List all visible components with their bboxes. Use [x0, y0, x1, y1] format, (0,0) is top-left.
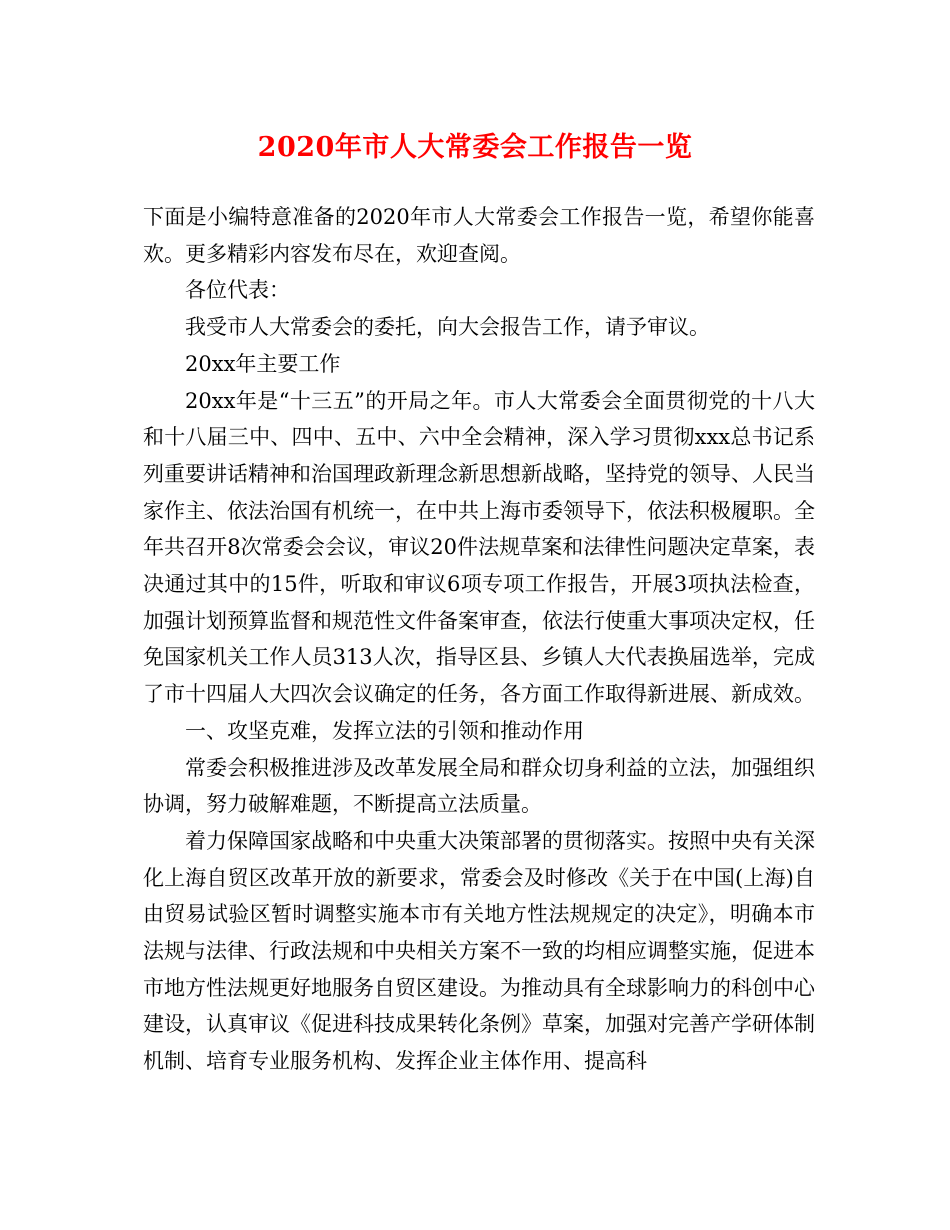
- section-heading: 20xx年主要工作: [185, 351, 341, 376]
- body-paragraph: 着力保障国家战略和中央重大决策部署的贯彻落实。按照中央有关深化上海自贸区改革开放的新要求，常委会及时修改《关于在中国(上海)自由贸易试验区暂时调整实施本市有关地方性法规规定的决定》，明确本市法规与法律、行政法规和中央相关方案不一致的均相应调整实施，促进本市地方性法规更好地服务自贸区建设。为推动具有全球影响力的科创中心建设，认真审议《促进科技成果转化条例》草案，加强对完善产学研体制机制、培育专业服务机构、发挥企业主体作用、提高科: [143, 828, 815, 1074]
- salutation-paragraph: 各位代表：: [185, 278, 290, 303]
- body-paragraph: 常委会积极推进涉及改革发展全局和群众切身利益的立法，加强组织协调，努力破解难题，不断提高立法质量。: [143, 755, 815, 817]
- intro-paragraph: 下面是小编特意准备的2020年市人大常委会工作报告一览，希望你能喜欢。更多精彩内容发布尽在，欢迎查阅。: [143, 205, 815, 266]
- document-body: [143, 199, 815, 1080]
- document-title: 2020年市人大常委会工作报告一览: [257, 132, 693, 163]
- body-paragraph: 20xx年是“十三五”的开局之年。市人大常委会全面贯彻党的十八大和十八届三中、四中、五中、六中全会精神，深入学习贯彻xxx总书记系列重要讲话精神和治国理政新理念新思想新战略，坚持党的领导、人民当家作主、依法治国有机统一，在中共上海市委领导下，依法积极履职。全年共召开8次常委会会议，审议20件法规草案和法律性问题决定草案，表决通过其中的15件，听取和审议6项专项工作报告，开展3项执法检查，加强计划预算监督和规范性文件备案审查，依法行使重大事项决定权，任免国家机关工作人员313人次，指导区县、乡镇人大代表换届选举，完成了市十四届人大四次会议确定的任务，各方面工作取得新进展、新成效。: [143, 388, 815, 707]
- opening-paragraph: 我受市人大常委会的委托，向大会报告工作，请予审议。: [185, 315, 710, 340]
- subsection-heading: 一、攻坚克难，发挥立法的引领和推动作用: [185, 718, 584, 743]
